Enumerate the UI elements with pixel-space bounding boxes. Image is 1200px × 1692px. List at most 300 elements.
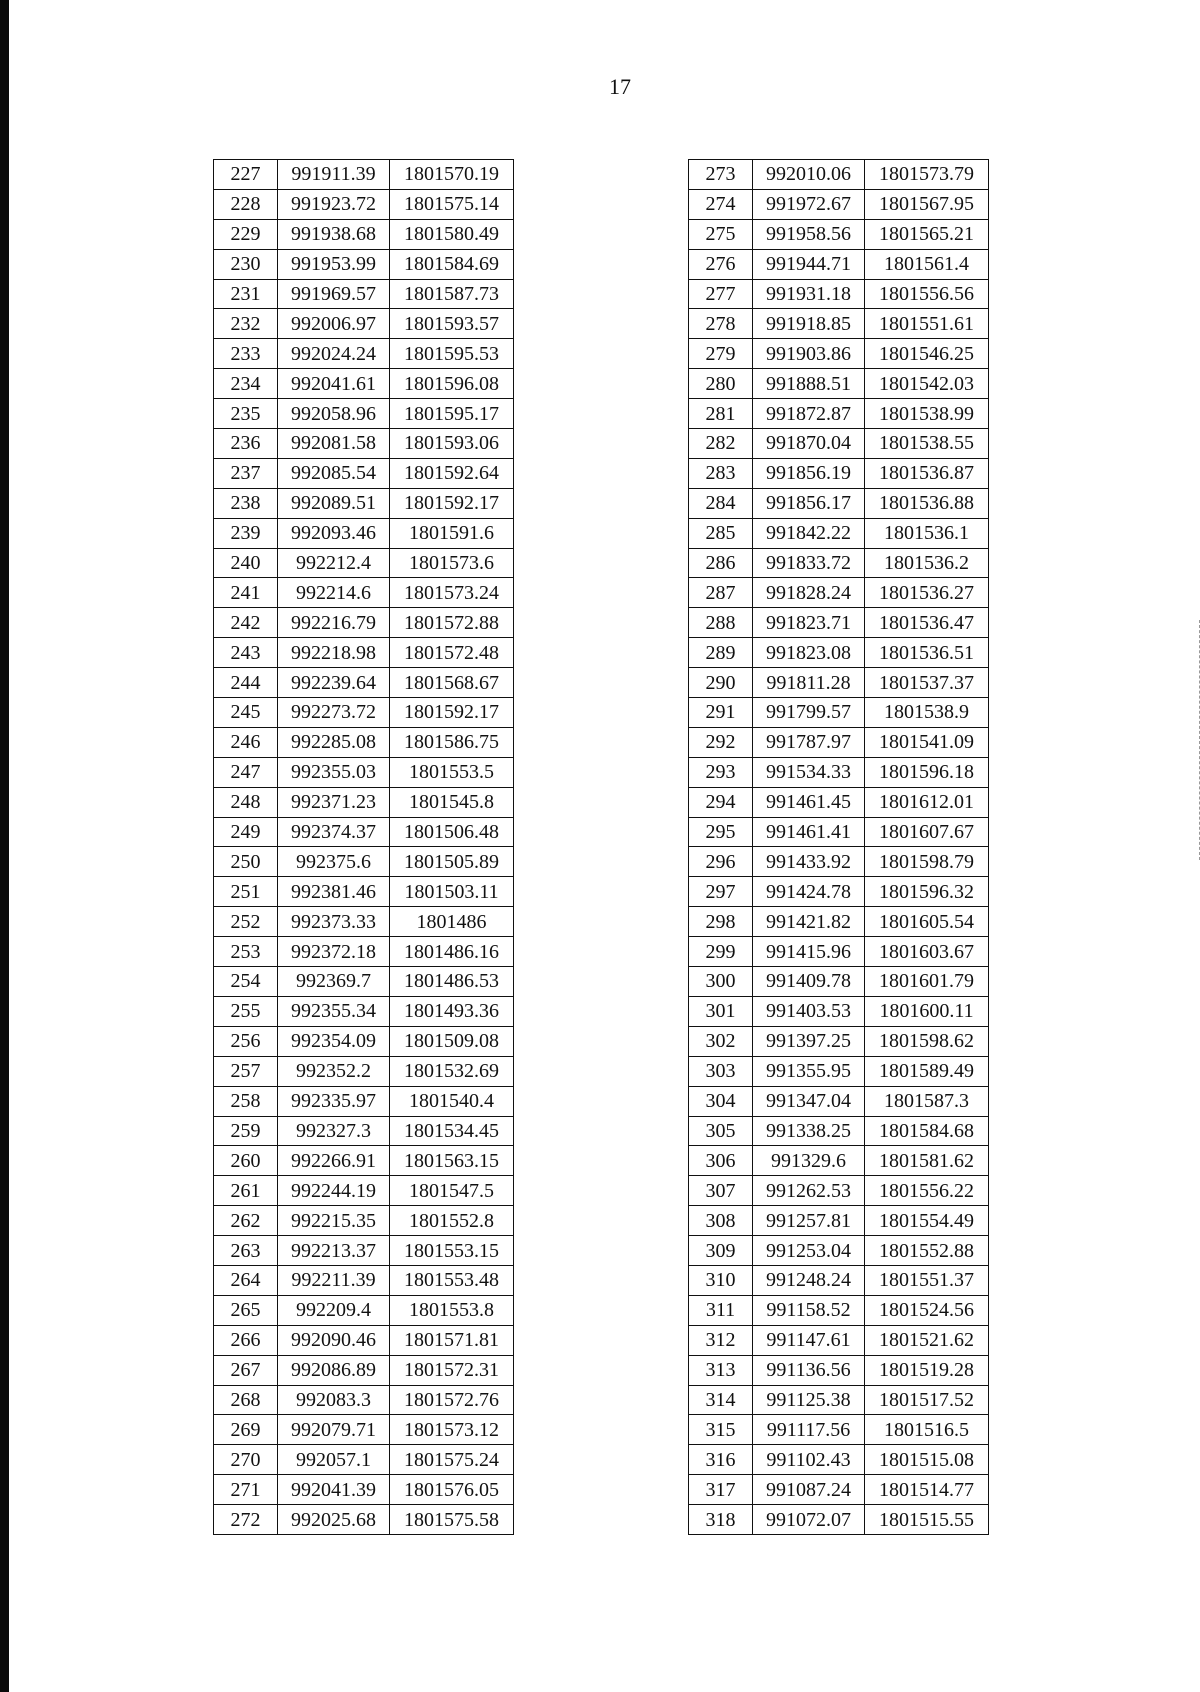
point-number-cell: 287 [689, 578, 753, 608]
table-row [689, 608, 989, 638]
table-row [214, 219, 514, 249]
x-coordinate-cell: 991403.53 [753, 996, 865, 1026]
y-coordinate-cell: 1801563.15 [390, 1146, 514, 1176]
table-row [689, 1176, 989, 1206]
y-coordinate-cell: 1801605.54 [865, 907, 989, 937]
y-coordinate-cell: 1801572.31 [390, 1355, 514, 1385]
y-coordinate-cell: 1801572.88 [390, 608, 514, 638]
table-row [214, 1265, 514, 1295]
table-row [689, 1385, 989, 1415]
table-row [214, 727, 514, 757]
point-number-cell: 298 [689, 907, 753, 937]
point-number-cell: 272 [214, 1505, 278, 1535]
point-number-cell: 228 [214, 189, 278, 219]
x-coordinate-cell: 992369.7 [278, 967, 390, 997]
x-coordinate-cell: 992025.68 [278, 1505, 390, 1535]
point-number-cell: 229 [214, 219, 278, 249]
scan-left-border [0, 0, 9, 1692]
x-coordinate-cell: 991424.78 [753, 877, 865, 907]
x-coordinate-cell: 991262.53 [753, 1176, 865, 1206]
point-number-cell: 275 [689, 219, 753, 249]
x-coordinate-cell: 991534.33 [753, 757, 865, 787]
table-row [689, 1415, 989, 1445]
point-number-cell: 305 [689, 1116, 753, 1146]
point-number-cell: 288 [689, 608, 753, 638]
point-number-cell: 264 [214, 1265, 278, 1295]
y-coordinate-cell: 1801572.76 [390, 1385, 514, 1415]
table-row [214, 399, 514, 429]
point-number-cell: 251 [214, 877, 278, 907]
x-coordinate-cell: 991409.78 [753, 967, 865, 997]
table-row [689, 1325, 989, 1355]
table-row [214, 1146, 514, 1176]
point-number-cell: 267 [214, 1355, 278, 1385]
coordinates-table-left [213, 159, 514, 1535]
x-coordinate-cell: 992214.6 [278, 578, 390, 608]
x-coordinate-cell: 991799.57 [753, 698, 865, 728]
point-number-cell: 308 [689, 1206, 753, 1236]
y-coordinate-cell: 1801532.69 [390, 1056, 514, 1086]
table-row [214, 160, 514, 190]
table-row [214, 757, 514, 787]
table-row [214, 578, 514, 608]
table-row [214, 608, 514, 638]
table-row [214, 1385, 514, 1415]
x-coordinate-cell: 991117.56 [753, 1415, 865, 1445]
x-coordinate-cell: 992041.39 [278, 1475, 390, 1505]
y-coordinate-cell: 1801521.62 [865, 1325, 989, 1355]
point-number-cell: 315 [689, 1415, 753, 1445]
y-coordinate-cell: 1801607.67 [865, 817, 989, 847]
x-coordinate-cell: 992211.39 [278, 1265, 390, 1295]
x-coordinate-cell: 992374.37 [278, 817, 390, 847]
point-number-cell: 234 [214, 369, 278, 399]
x-coordinate-cell: 992352.2 [278, 1056, 390, 1086]
x-coordinate-cell: 991072.07 [753, 1505, 865, 1535]
y-coordinate-cell: 1801536.51 [865, 638, 989, 668]
y-coordinate-cell: 1801593.06 [390, 429, 514, 459]
x-coordinate-cell: 992381.46 [278, 877, 390, 907]
table-row [214, 698, 514, 728]
table-row [214, 279, 514, 309]
table-row [689, 757, 989, 787]
x-coordinate-cell: 992375.6 [278, 847, 390, 877]
y-coordinate-cell: 1801598.62 [865, 1026, 989, 1056]
x-coordinate-cell: 991931.18 [753, 279, 865, 309]
point-number-cell: 243 [214, 638, 278, 668]
point-number-cell: 255 [214, 996, 278, 1026]
x-coordinate-cell: 991918.85 [753, 309, 865, 339]
x-coordinate-cell: 991856.19 [753, 458, 865, 488]
table-row [214, 309, 514, 339]
point-number-cell: 260 [214, 1146, 278, 1176]
table-row [689, 1056, 989, 1086]
table-row [214, 1445, 514, 1475]
y-coordinate-cell: 1801514.77 [865, 1475, 989, 1505]
point-number-cell: 268 [214, 1385, 278, 1415]
page-number: 17 [609, 74, 631, 99]
table-row [689, 160, 989, 190]
y-coordinate-cell: 1801551.37 [865, 1265, 989, 1295]
point-number-cell: 231 [214, 279, 278, 309]
y-coordinate-cell: 1801612.01 [865, 787, 989, 817]
point-number-cell: 311 [689, 1295, 753, 1325]
point-number-cell: 239 [214, 518, 278, 548]
table-row [689, 488, 989, 518]
x-coordinate-cell: 992024.24 [278, 339, 390, 369]
x-coordinate-cell: 992093.46 [278, 518, 390, 548]
y-coordinate-cell: 1801598.79 [865, 847, 989, 877]
point-number-cell: 291 [689, 698, 753, 728]
point-number-cell: 286 [689, 548, 753, 578]
point-number-cell: 292 [689, 727, 753, 757]
y-coordinate-cell: 1801591.6 [390, 518, 514, 548]
y-coordinate-cell: 1801596.08 [390, 369, 514, 399]
table-row [689, 1146, 989, 1176]
table-row [214, 787, 514, 817]
point-number-cell: 310 [689, 1265, 753, 1295]
y-coordinate-cell: 1801581.62 [865, 1146, 989, 1176]
point-number-cell: 312 [689, 1325, 753, 1355]
y-coordinate-cell: 1801573.79 [865, 160, 989, 190]
y-coordinate-cell: 1801573.6 [390, 548, 514, 578]
table-row [214, 907, 514, 937]
y-coordinate-cell: 1801536.87 [865, 458, 989, 488]
point-number-cell: 262 [214, 1206, 278, 1236]
y-coordinate-cell: 1801547.5 [390, 1176, 514, 1206]
x-coordinate-cell: 992244.19 [278, 1176, 390, 1206]
x-coordinate-cell: 991125.38 [753, 1385, 865, 1415]
point-number-cell: 230 [214, 249, 278, 279]
point-number-cell: 245 [214, 698, 278, 728]
x-coordinate-cell: 991911.39 [278, 160, 390, 190]
table-row [689, 817, 989, 847]
x-coordinate-cell: 991347.04 [753, 1086, 865, 1116]
y-coordinate-cell: 1801506.48 [390, 817, 514, 847]
x-coordinate-cell: 992083.3 [278, 1385, 390, 1415]
table-row [214, 339, 514, 369]
x-coordinate-cell: 992216.79 [278, 608, 390, 638]
x-coordinate-cell: 991888.51 [753, 369, 865, 399]
table-row [689, 967, 989, 997]
point-number-cell: 299 [689, 937, 753, 967]
point-number-cell: 297 [689, 877, 753, 907]
y-coordinate-cell: 1801575.24 [390, 1445, 514, 1475]
point-number-cell: 307 [689, 1176, 753, 1206]
point-number-cell: 306 [689, 1146, 753, 1176]
point-number-cell: 295 [689, 817, 753, 847]
table-row [214, 369, 514, 399]
y-coordinate-cell: 1801493.36 [390, 996, 514, 1026]
x-coordinate-cell: 991944.71 [753, 249, 865, 279]
y-coordinate-cell: 1801553.48 [390, 1265, 514, 1295]
x-coordinate-cell: 991461.45 [753, 787, 865, 817]
y-coordinate-cell: 1801592.64 [390, 458, 514, 488]
point-number-cell: 244 [214, 668, 278, 698]
table-row [689, 698, 989, 728]
point-number-cell: 246 [214, 727, 278, 757]
point-number-cell: 235 [214, 399, 278, 429]
x-coordinate-cell: 991433.92 [753, 847, 865, 877]
table-row [689, 668, 989, 698]
table-row [689, 219, 989, 249]
x-coordinate-cell: 992266.91 [278, 1146, 390, 1176]
point-number-cell: 250 [214, 847, 278, 877]
table-row [689, 458, 989, 488]
table-row [214, 518, 514, 548]
point-number-cell: 300 [689, 967, 753, 997]
x-coordinate-cell: 992086.89 [278, 1355, 390, 1385]
y-coordinate-cell: 1801534.45 [390, 1116, 514, 1146]
table-row [214, 638, 514, 668]
table-row [214, 189, 514, 219]
y-coordinate-cell: 1801580.49 [390, 219, 514, 249]
x-coordinate-cell: 991842.22 [753, 518, 865, 548]
y-coordinate-cell: 1801519.28 [865, 1355, 989, 1385]
table-row [689, 937, 989, 967]
table-row [214, 967, 514, 997]
table-row [689, 727, 989, 757]
x-coordinate-cell: 992285.08 [278, 727, 390, 757]
point-number-cell: 263 [214, 1236, 278, 1266]
y-coordinate-cell: 1801573.24 [390, 578, 514, 608]
point-number-cell: 253 [214, 937, 278, 967]
table-row [214, 1475, 514, 1505]
x-coordinate-cell: 991338.25 [753, 1116, 865, 1146]
y-coordinate-cell: 1801595.17 [390, 399, 514, 429]
y-coordinate-cell: 1801587.3 [865, 1086, 989, 1116]
x-coordinate-cell: 991958.56 [753, 219, 865, 249]
x-coordinate-cell: 991415.96 [753, 937, 865, 967]
y-coordinate-cell: 1801517.52 [865, 1385, 989, 1415]
table-row [214, 1026, 514, 1056]
table-row [689, 1475, 989, 1505]
table-row [689, 847, 989, 877]
point-number-cell: 274 [689, 189, 753, 219]
y-coordinate-cell: 1801486.16 [390, 937, 514, 967]
point-number-cell: 271 [214, 1475, 278, 1505]
point-number-cell: 266 [214, 1325, 278, 1355]
x-coordinate-cell: 991397.25 [753, 1026, 865, 1056]
point-number-cell: 269 [214, 1415, 278, 1445]
point-number-cell: 238 [214, 488, 278, 518]
point-number-cell: 281 [689, 399, 753, 429]
y-coordinate-cell: 1801553.15 [390, 1236, 514, 1266]
y-coordinate-cell: 1801561.4 [865, 249, 989, 279]
y-coordinate-cell: 1801503.11 [390, 877, 514, 907]
y-coordinate-cell: 1801600.11 [865, 996, 989, 1026]
table-row [689, 1355, 989, 1385]
table-row [689, 548, 989, 578]
x-coordinate-cell: 991823.71 [753, 608, 865, 638]
x-coordinate-cell: 992354.09 [278, 1026, 390, 1056]
table-row [689, 877, 989, 907]
point-number-cell: 248 [214, 787, 278, 817]
y-coordinate-cell: 1801536.27 [865, 578, 989, 608]
table-row [214, 1325, 514, 1355]
x-coordinate-cell: 991158.52 [753, 1295, 865, 1325]
x-coordinate-cell: 991856.17 [753, 488, 865, 518]
point-number-cell: 237 [214, 458, 278, 488]
x-coordinate-cell: 991787.97 [753, 727, 865, 757]
x-coordinate-cell: 992081.58 [278, 429, 390, 459]
y-coordinate-cell: 1801545.8 [390, 787, 514, 817]
table-row [214, 1056, 514, 1086]
x-coordinate-cell: 991461.41 [753, 817, 865, 847]
y-coordinate-cell: 1801515.55 [865, 1505, 989, 1535]
point-number-cell: 254 [214, 967, 278, 997]
y-coordinate-cell: 1801553.5 [390, 757, 514, 787]
y-coordinate-cell: 1801552.88 [865, 1236, 989, 1266]
table-row [214, 1116, 514, 1146]
y-coordinate-cell: 1801592.17 [390, 488, 514, 518]
table-row [214, 488, 514, 518]
x-coordinate-cell: 991823.08 [753, 638, 865, 668]
x-coordinate-cell: 992218.98 [278, 638, 390, 668]
y-coordinate-cell: 1801596.32 [865, 877, 989, 907]
x-coordinate-cell: 992006.97 [278, 309, 390, 339]
point-number-cell: 277 [689, 279, 753, 309]
x-coordinate-cell: 992209.4 [278, 1295, 390, 1325]
y-coordinate-cell: 1801556.22 [865, 1176, 989, 1206]
table-row [214, 458, 514, 488]
point-number-cell: 278 [689, 309, 753, 339]
x-coordinate-cell: 991147.61 [753, 1325, 865, 1355]
y-coordinate-cell: 1801572.48 [390, 638, 514, 668]
table-row [689, 369, 989, 399]
table-row [214, 817, 514, 847]
table-row [689, 249, 989, 279]
point-number-cell: 236 [214, 429, 278, 459]
x-coordinate-cell: 992355.03 [278, 757, 390, 787]
point-number-cell: 258 [214, 1086, 278, 1116]
table-row [689, 996, 989, 1026]
y-coordinate-cell: 1801567.95 [865, 189, 989, 219]
x-coordinate-cell: 991355.95 [753, 1056, 865, 1086]
table-row [214, 1505, 514, 1535]
y-coordinate-cell: 1801538.99 [865, 399, 989, 429]
coordinates-table-right [688, 159, 989, 1535]
x-coordinate-cell: 992212.4 [278, 548, 390, 578]
table-row [689, 1236, 989, 1266]
table-row [214, 429, 514, 459]
y-coordinate-cell: 1801592.17 [390, 698, 514, 728]
point-number-cell: 242 [214, 608, 278, 638]
table-row [214, 1086, 514, 1116]
y-coordinate-cell: 1801486 [390, 907, 514, 937]
x-coordinate-cell: 991329.6 [753, 1146, 865, 1176]
table-row [689, 1295, 989, 1325]
table-row [689, 399, 989, 429]
x-coordinate-cell: 992372.18 [278, 937, 390, 967]
x-coordinate-cell: 991938.68 [278, 219, 390, 249]
x-coordinate-cell: 992355.34 [278, 996, 390, 1026]
point-number-cell: 261 [214, 1176, 278, 1206]
point-number-cell: 249 [214, 817, 278, 847]
table-row [214, 548, 514, 578]
y-coordinate-cell: 1801486.53 [390, 967, 514, 997]
table-row [689, 279, 989, 309]
y-coordinate-cell: 1801540.4 [390, 1086, 514, 1116]
table-row [689, 1086, 989, 1116]
x-coordinate-cell: 992090.46 [278, 1325, 390, 1355]
y-coordinate-cell: 1801516.5 [865, 1415, 989, 1445]
point-number-cell: 257 [214, 1056, 278, 1086]
point-number-cell: 241 [214, 578, 278, 608]
table-row [689, 1026, 989, 1056]
y-coordinate-cell: 1801536.47 [865, 608, 989, 638]
table-row [214, 1415, 514, 1445]
x-coordinate-cell: 992041.61 [278, 369, 390, 399]
x-coordinate-cell: 991972.67 [753, 189, 865, 219]
y-coordinate-cell: 1801603.67 [865, 937, 989, 967]
table-row [214, 668, 514, 698]
x-coordinate-cell: 991136.56 [753, 1355, 865, 1385]
table-row [689, 1445, 989, 1475]
point-number-cell: 252 [214, 907, 278, 937]
x-coordinate-cell: 992371.23 [278, 787, 390, 817]
point-number-cell: 316 [689, 1445, 753, 1475]
point-number-cell: 256 [214, 1026, 278, 1056]
point-number-cell: 279 [689, 339, 753, 369]
y-coordinate-cell: 1801542.03 [865, 369, 989, 399]
point-number-cell: 294 [689, 787, 753, 817]
y-coordinate-cell: 1801536.88 [865, 488, 989, 518]
x-coordinate-cell: 992057.1 [278, 1445, 390, 1475]
y-coordinate-cell: 1801515.08 [865, 1445, 989, 1475]
table-row [689, 189, 989, 219]
table-row [689, 1116, 989, 1146]
y-coordinate-cell: 1801575.14 [390, 189, 514, 219]
y-coordinate-cell: 1801587.73 [390, 279, 514, 309]
table-row [214, 877, 514, 907]
x-coordinate-cell: 991253.04 [753, 1236, 865, 1266]
y-coordinate-cell: 1801509.08 [390, 1026, 514, 1056]
point-number-cell: 273 [689, 160, 753, 190]
table-row [689, 787, 989, 817]
point-number-cell: 309 [689, 1236, 753, 1266]
y-coordinate-cell: 1801568.67 [390, 668, 514, 698]
y-coordinate-cell: 1801573.12 [390, 1415, 514, 1445]
y-coordinate-cell: 1801595.53 [390, 339, 514, 369]
point-number-cell: 314 [689, 1385, 753, 1415]
point-number-cell: 301 [689, 996, 753, 1026]
y-coordinate-cell: 1801524.56 [865, 1295, 989, 1325]
y-coordinate-cell: 1801593.57 [390, 309, 514, 339]
table-row [689, 1505, 989, 1535]
table-row [214, 996, 514, 1026]
table-row [214, 1295, 514, 1325]
table-row [689, 309, 989, 339]
table-row [689, 339, 989, 369]
point-number-cell: 289 [689, 638, 753, 668]
x-coordinate-cell: 991833.72 [753, 548, 865, 578]
table-row [689, 578, 989, 608]
point-number-cell: 313 [689, 1355, 753, 1385]
y-coordinate-cell: 1801554.49 [865, 1206, 989, 1236]
table-row [214, 937, 514, 967]
table-row [214, 1355, 514, 1385]
table-row [689, 638, 989, 668]
point-number-cell: 280 [689, 369, 753, 399]
x-coordinate-cell: 991811.28 [753, 668, 865, 698]
x-coordinate-cell: 992273.72 [278, 698, 390, 728]
table-row [214, 847, 514, 877]
point-number-cell: 276 [689, 249, 753, 279]
x-coordinate-cell: 992058.96 [278, 399, 390, 429]
x-coordinate-cell: 992085.54 [278, 458, 390, 488]
point-number-cell: 296 [689, 847, 753, 877]
